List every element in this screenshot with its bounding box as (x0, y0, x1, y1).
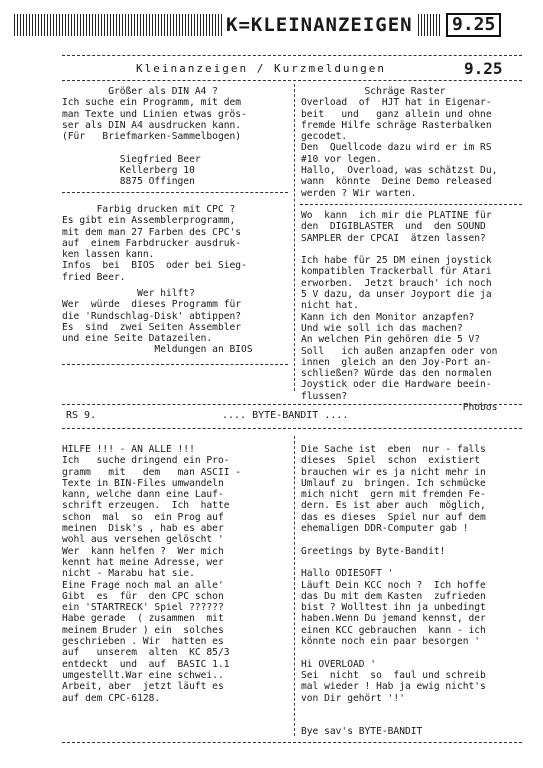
banner-hatch-left (14, 14, 224, 36)
section-byte-bandit: .... BYTE-BANDIT .... (222, 410, 349, 421)
rule-top-1 (62, 55, 522, 56)
byte-bandit-left-text: HILFE !!! - AN ALLE !!! Ich suche dringend ein Pro- gramm mit dem man ASCII - Texte in BIN-Files umwandeln kann, welche dann eine Lauf- schrift erzeugen. Ich hatte schon mal so ein Prog auf meinen Disk's , hab es aber wohl aus versehen gelöscht ' Wer kann helfen ? Wer mich kennt hat meine Adresse, wer nicht - Marabu hat sie. Eine Frage noch mal an alle' Gibt es für den CPC schon ein 'STARTRECK' Spiel ?????? Habe gerade ( zusammen mit meinem Bruder ) ein solches geschrieben . Wir hatten es auf unserem alten KC 85/3 entdeckt und auf BASIC 1.1 umgestellt.War eine schwei.. Arbeit, aber jetzt läuft es auf dem CPC-6128. (62, 444, 242, 704)
ad-din-a4: Größer als DIN A4 ? Ich suche ein Programm, mit dem man Texte und Linien etwas grös- ser als DIN A4 ausdrucken kann. (Für Briefmarken-Sammelbogen) Siegfried Beer Kellerberg 10 8875 Offingen (62, 86, 247, 188)
column-divider-bottom (294, 436, 295, 736)
rule-mid-1 (62, 404, 522, 405)
rule-mid-2 (62, 428, 522, 429)
ad-phobos: Wo kann ich mir die PLATINE für den DIGIBLASTER und den SOUND SAMPLER der CPCAI ätzen lassen? Ich habe für 25 DM einen joystick kompatiblen Trackerball für Atari erworben. Jetzt brauch' ich noch 5 V dazu, da unser Joyport die ja nicht hat. Kann ich den Monitor anzapfen? Und wie soll ich das machen? An welchen Pin gehören die 5 V? Soll ich außen anzapfen oder von innen gleich an den Joy-Port an- schließen? Würde das den normalen Joystick oder die Hardware beein- flussen? Phobos (301, 210, 498, 414)
rule-top-2 (62, 80, 522, 81)
banner-issue: 9.25 (446, 13, 501, 37)
ad-schraege-raster: Schräge Raster Overload of HJT hat in Eigenar- beit und ganz allein und ohne fremde Hilfe schräge Rasterbalken gecodet. Den Quellcode dazu wird er im RS #10 vor legen. Hallo, Overload, was schätzst Du, wann könnte Deine Demo released werden ? Wir warten. (301, 86, 498, 199)
ad-farbig-drucken: Farbig drucken mit CPC ? Es gibt ein Assemblerprogramm, mit dem man 27 Farben des CPC's auf einem Farbdrucker ausdruk- ken lassen kann. Infos bei BIOS oder bei Sieg- fried Beer. (62, 204, 247, 283)
sub-header-title: Kleinanzeigen / Kurzmeldungen (136, 62, 387, 75)
column-divider-top (294, 84, 295, 391)
rule-right-1 (300, 204, 522, 205)
rule-left-2 (62, 364, 288, 365)
section-rs-label: RS 9. (66, 410, 97, 421)
rule-bottom (62, 742, 522, 743)
sub-header-issue: 9.25 (464, 59, 503, 78)
rule-left-1 (62, 192, 288, 193)
byte-bandit-right-text: Die Sache ist eben nur - falls dieses Spiel schon existiert brauchen wir es ja nicht mehr in Umlauf zu bringen. Ich schmücke mich nicht gern mit fremden Fe- dern. Es ist aber auch möglich, das es dieses Spiel nur auf dem ehemaligen DDR-Computer gab ! Greetings by Byte-Bandit! Hallo ODIESOFT ' Läuft Dein KCC noch ? Ich hoffe das Du mit dem Kasten zufrieden bist ? Wolltest ihn ja unbedingt haben.Wenn Du jemand kennst, der einen KCC gebrauchen kann - ich könnte noch ein paar besorgen ' Hi OVERLOAD ' Sei nicht so faul und schreib mal wieder ! Hab ja ewig nicht's von Dir gehört '!' Bye sav's BYTE-BANDIT (301, 444, 486, 738)
banner-title: K=KLEINANZEIGEN (222, 13, 417, 37)
ad-wer-hilft: Wer hilft? Wer würde dieses Programm für die 'Rundschlag-Disk' abtippen? Es sind zwei Seiten Assembler und eine Seite Datazeilen. Meldungen an BIOS (62, 288, 253, 356)
